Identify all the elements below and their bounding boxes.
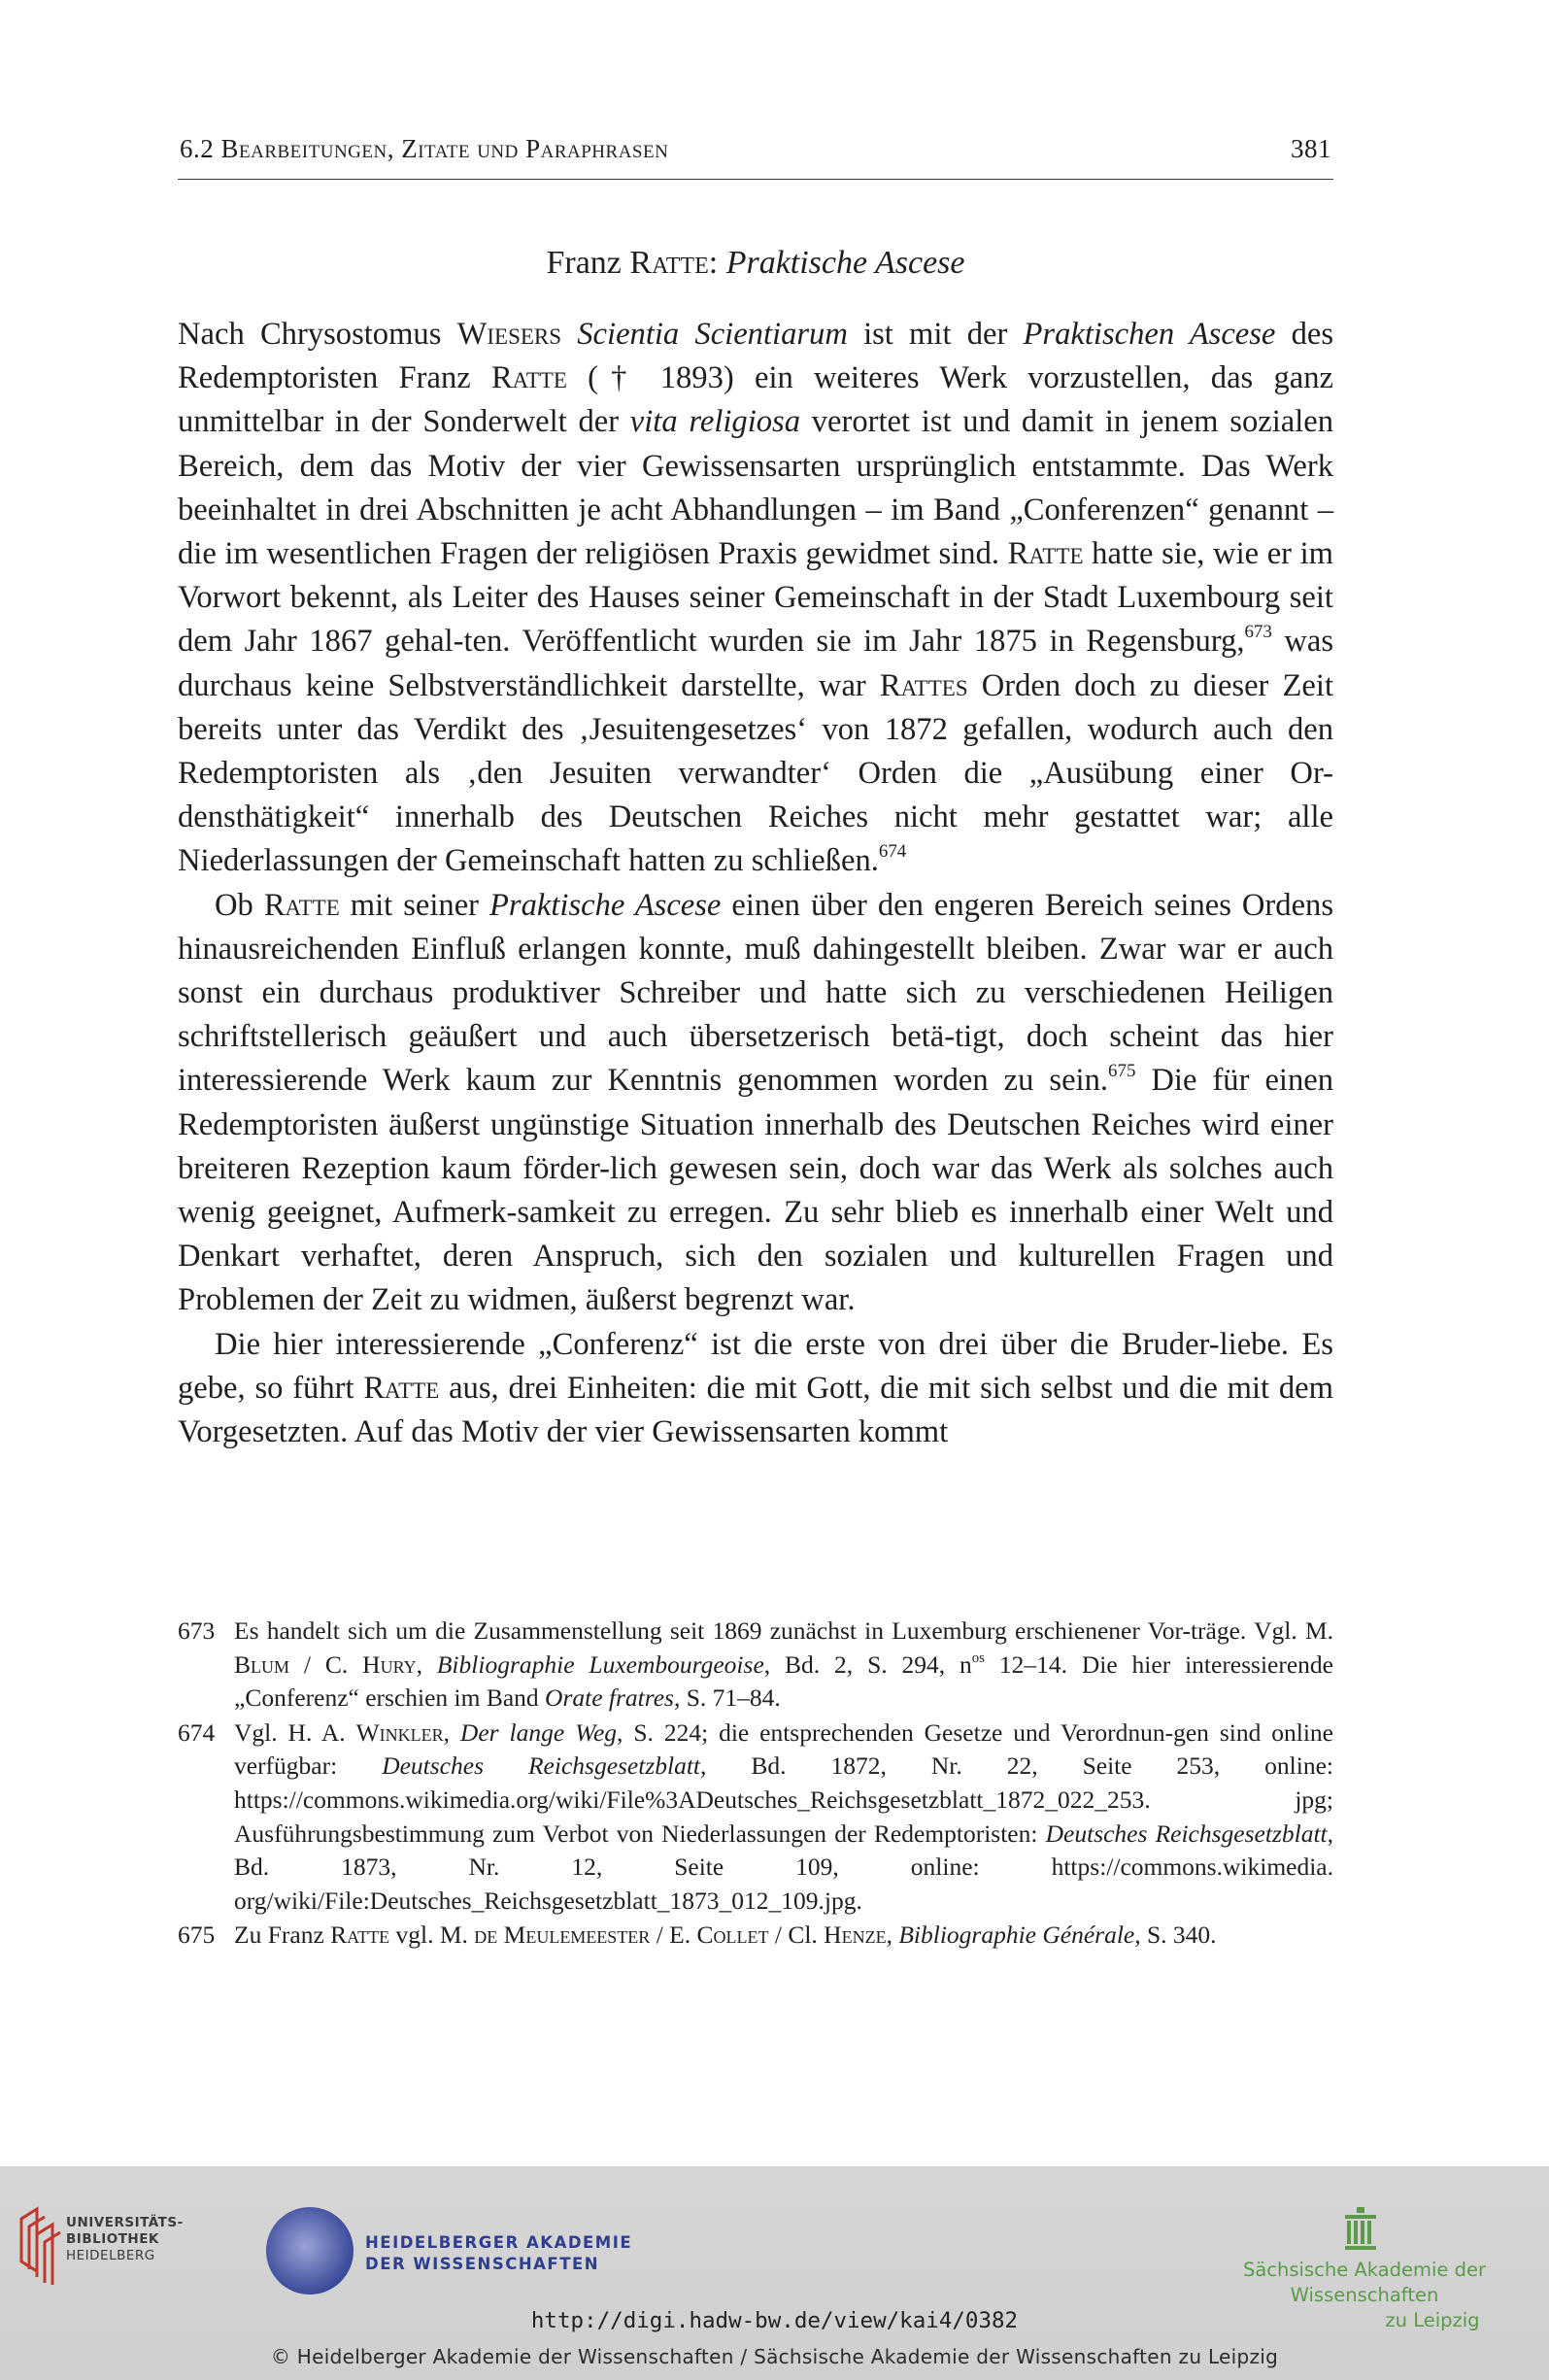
text-span: († 1893) ein weiteres Werk vorzustellen, das ganz unmittelbar in der Sonderwelt der	[178, 360, 1333, 440]
text-span: , S. 224; die entsprechenden Gesetze und Verordnun-gen sind online verfügbar:	[234, 1717, 1333, 1781]
author-name: Ratte	[363, 1370, 440, 1406]
text-span: einen über den engeren Bereich seines Ordens hinausreichenden Einfluß erlangen konnte, muß dahingestellt bleiben. Zwar war er auch sonst ein durchaus produktiver Schreiber und hatte sich zu verschiedenen Heiligen schriftstellerisch geäußert und auch übersetzerisch betä-tigt, doch scheint das hier interessierende Werk kaum zur Kenntnis genommen worden zu sein.	[178, 887, 1333, 1099]
author-name: Winkler	[355, 1717, 444, 1747]
text-span: / C.	[289, 1649, 363, 1679]
saw-building-icon	[1343, 2205, 1378, 2252]
text-span: Die hier interessierende „Conferenz“ ist die erste von drei über die Bruder-liebe. Es gebe, so führt	[178, 1326, 1333, 1406]
text-span: Ob	[215, 887, 264, 923]
text-span: 12–14. Die hier interessierende „Conferenz“ erschien im Band	[234, 1649, 1334, 1713]
author-name: Collet	[696, 1921, 769, 1950]
title-name: Franz	[546, 245, 630, 281]
title-colon: :	[708, 245, 726, 281]
text-span: ,	[443, 1717, 460, 1747]
university-library-name	[66, 2178, 184, 2264]
author-name: Ratte	[263, 887, 340, 923]
text-span: Die für einen Redemptoristen äußerst ungünstige Situation innerhalb des Deutschen Reiches wird einer breiteren Rezeption kaum förder-lich gewesen sein, doch war das Werk als solches auch wenig geeignet, Aufmerk-samkeit zu erregen. Zu sehr blieb es innerhalb einer Welt und Denkart verhaftet, deren Anspruch, sich den sozialen und kulturellen Fragen und Problemen der Zeit zu widmen, äußerst begrenzt war.	[178, 1063, 1333, 1318]
footnote-ref-673[interactable]: 673	[1244, 622, 1272, 643]
author-name: Hury	[362, 1649, 417, 1679]
work-title: Bibliographie Luxembourgeoise	[436, 1649, 764, 1679]
hadw-line-2: DER WISSENSCHAFTEN	[365, 2255, 600, 2273]
author-name: de Meulemeester	[474, 1921, 651, 1950]
footnotes	[178, 1615, 1333, 1954]
text-span: , Bd. 2, S. 294, n	[763, 1649, 972, 1679]
text-span: , S. 340.	[1134, 1921, 1217, 1950]
text-span: Nach Chrysostomus	[178, 317, 457, 352]
footnote-673	[178, 1615, 1333, 1716]
hadw-name	[365, 2232, 632, 2275]
work-title: Praktischen Ascese	[1023, 317, 1276, 352]
paragraph-1	[178, 313, 1333, 884]
footnote-number: 674	[178, 1717, 216, 1747]
permalink-url[interactable]: http://digi.hadw-bw.de/view/kai4/0382	[530, 2308, 1019, 2333]
work-title: Orate fratres	[545, 1683, 674, 1713]
hadw-line-1: HEIDELBERGER AKADEMIE	[365, 2233, 633, 2252]
digitization-footer	[0, 2166, 1549, 2380]
text-span: ,	[886, 1921, 899, 1950]
footnote-674	[178, 1717, 1333, 1919]
work-title: Bibliographie Générale	[898, 1921, 1135, 1950]
text-span: ist mit der	[847, 317, 1024, 352]
text-span: aus, drei Einheiten: die mit Gott, die mit sich selbst und die mit dem Vorgesetzten. Auf das Motiv der vier Gewissensarten kommt	[178, 1370, 1333, 1450]
text-span: , S. 71–84.	[673, 1683, 781, 1713]
text-span: hatte sie, wie er im Vorwort bekennt, als Leiter des Hauses seiner Gemeinschaft in der Stadt Luxembourg seit dem Jahr 1867 gehal-ten. Veröffentlicht wurden sie im Jahr 1875 in Regensburg,	[178, 536, 1333, 660]
work-title: Der lange Weg	[459, 1717, 618, 1747]
footnote-number: 675	[178, 1921, 216, 1950]
body-text	[178, 313, 1333, 1454]
text-span: vgl. M.	[389, 1921, 475, 1950]
text-span: / E.	[650, 1921, 697, 1950]
work-title: Deutsches Reichsgesetzblatt	[382, 1751, 701, 1781]
saw-line-2: zu Leipzig	[1385, 2309, 1480, 2331]
running-head	[178, 130, 1333, 180]
text-span: Es handelt sich um die Zusammenstellung seit 1869 zunächst in Luxemburg erschienener Vor-träge. Vgl. M.	[234, 1616, 1333, 1645]
ub-line-2: BIBLIOTHEK	[66, 2231, 159, 2247]
footnote-675	[178, 1919, 1333, 1953]
page-number: 381	[1291, 134, 1331, 163]
footnote-ref-674[interactable]: 674	[878, 841, 907, 863]
latin-term: vita religiosa	[629, 404, 801, 440]
saw-line-1: Sächsische Akademie der Wissenschaften	[1242, 2259, 1487, 2306]
title-work: Praktische Ascese	[725, 245, 965, 281]
author-name: Ratte	[490, 360, 567, 396]
work-title: Deutsches Reichsgesetzblatt	[1045, 1819, 1328, 1848]
text-span	[561, 317, 577, 352]
work-title: Scientia Scientiarum	[577, 317, 848, 352]
author-name: Henze	[824, 1921, 887, 1950]
text-span: , Bd. 1873, Nr. 12, Seite 109, online: https://commons.wikimedia. org/wiki/File:Deutsches_Reichsgesetzblatt_1873_012_109.jpg.	[234, 1819, 1333, 1915]
text-span: , Bd. 1872, Nr. 22, Seite 253, online: https://commons.wikimedia.org/wiki/File%3ADeutsches_Reichsgesetzblatt_1872_022_253. jpg; Ausführungsbestimmung zum Verbot von Niederlassungen der Redemptoristen:	[234, 1751, 1333, 1848]
text-span: Zu Franz	[234, 1921, 331, 1950]
running-head-section: 6.2 Bearbeitungen, Zitate und Paraphrasen	[180, 134, 669, 163]
paragraph-2	[178, 884, 1333, 1323]
author-name: Ratte	[1007, 536, 1084, 572]
text-span: / Cl.	[768, 1921, 825, 1950]
text-span: des Redemptoristen Franz	[178, 317, 1334, 396]
hadw-seal-icon	[266, 2207, 354, 2295]
author-name: Wiesers	[456, 317, 562, 352]
footnote-number: 673	[178, 1616, 216, 1645]
text-span: Orden doch zu dieser Zeit bereits unter das Verdikt des ‚Jesuitengesetzes‘ von 1872 gefallen, wodurch auch den Redemptoristen als ‚den Jesuiten verwandter‘ Orden die „Ausübung einer Or-densthätigkeit“ innerhalb des Deutschen Reiches nicht mehr gestattet war; alle Niederlassungen der Gemeinschaft hatten zu schließen.	[178, 667, 1333, 879]
footnote-ref-675[interactable]: 675	[1108, 1061, 1136, 1082]
ub-line-1: UNIVERSITÄTS-	[66, 2215, 184, 2230]
paragraph-3	[178, 1323, 1333, 1455]
text-span: verortet ist und damit in jenem sozialen Bereich, dem das Motiv der vier Gewissensarten ursprünglich entstammte. Das Werk beeinhaltet in drei Abschnitten je acht Abhandlungen – im Band „Conferenzen“ genannt – die im wesentlichen Fragen der religiösen Praxis gewidmet sind.	[178, 404, 1333, 572]
work-title: Praktische Ascese	[489, 887, 722, 923]
text-span: mit seiner	[339, 887, 490, 923]
author-name: Rattes	[879, 667, 968, 703]
author-name: Ratte	[330, 1921, 390, 1950]
ub-line-3: HEIDELBERG	[66, 2248, 155, 2263]
author-name: Blum	[234, 1649, 290, 1679]
section-title	[178, 245, 1333, 282]
superscript: os	[971, 1649, 985, 1666]
text-span: was durchaus keine Selbstverständlichkeit darstellte, war	[178, 624, 1334, 703]
copyright-notice: © Heidelberger Akademie der Wissenschaften / Sächsische Akademie der Wissenschaften zu Leipzig	[270, 2345, 1279, 2368]
text-span: Vgl. H. A.	[234, 1717, 356, 1747]
title-surname: Ratte	[629, 245, 709, 281]
text-span: ,	[416, 1649, 437, 1679]
